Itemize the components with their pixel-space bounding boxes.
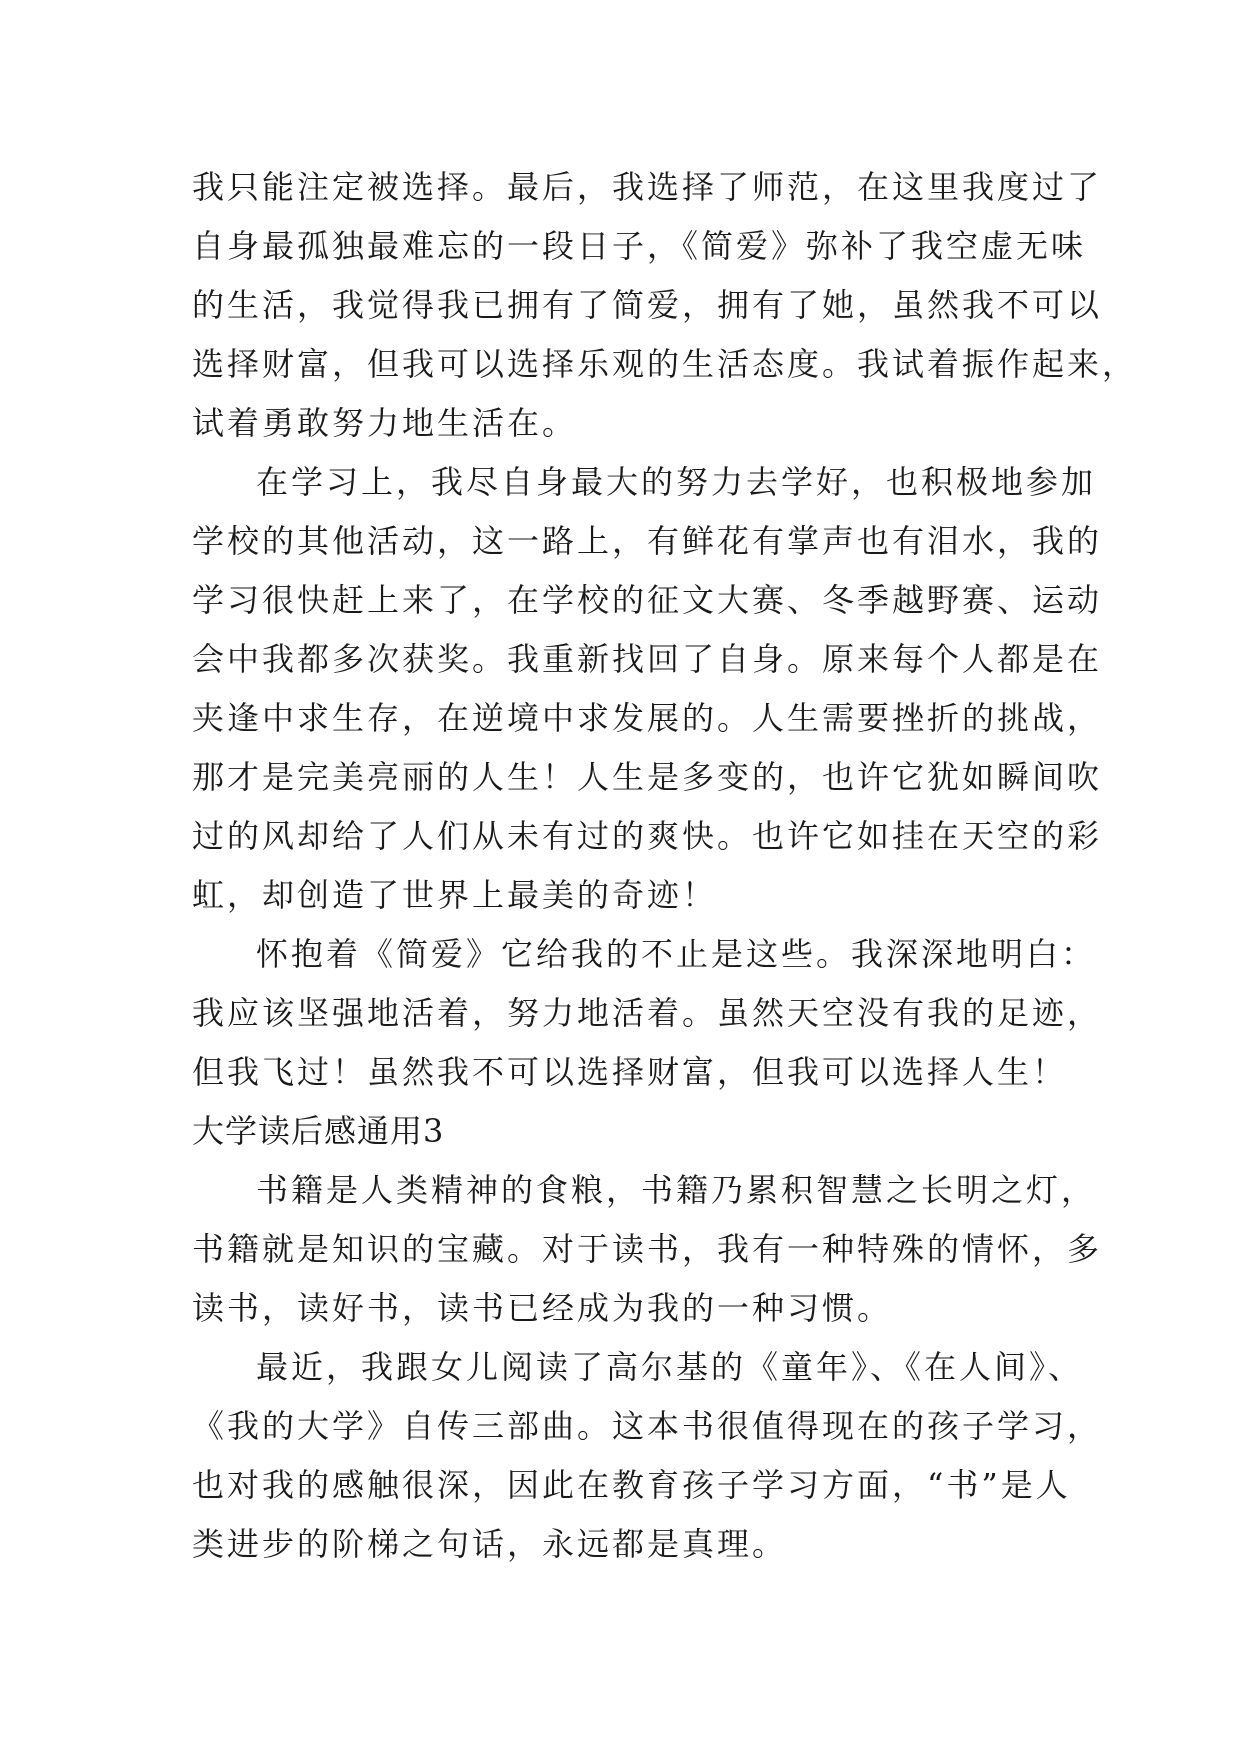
paragraph-start-line: 最近，我跟女儿阅读了高尔基的《童年》、《在人间》、 — [256, 1348, 1084, 1386]
text-line: 学校的其他活动，这一路上，有鲜花有掌声也有泪水，我的 — [192, 522, 1103, 560]
text-line: 类进步的阶梯之句话，永远都是真理。 — [192, 1525, 788, 1563]
text-line: 自身最孤独最难忘的一段日子，《简爱》弥补了我空虚无味 — [192, 227, 1087, 265]
text-line: 的生活，我觉得我已拥有了简爱，拥有了她，虽然我不可以 — [192, 286, 1103, 324]
text-line: 试着勇敢努力地生活在。 — [192, 404, 578, 442]
paragraph-start-line: 书籍是人类精神的食粮，书籍乃累积智慧之长明之灯， — [256, 1171, 1097, 1209]
section-heading: 大学读后感通用3 — [192, 1112, 445, 1150]
document-body — [192, 158, 1138, 1574]
text-line: 书籍就是知识的宝藏。对于读书，我有一种特殊的情怀，多 — [192, 1230, 1103, 1268]
text-line: 但我飞过！虽然我不可以选择财富，但我可以选择人生！ — [192, 1053, 1068, 1091]
text-line: 我应该坚强地活着，努力地活着。虽然天空没有我的足迹， — [192, 994, 1103, 1032]
text-line: 也对我的感触很深，因此在教育孩子学习方面，“书”是人 — [192, 1466, 1071, 1504]
text-line: 我只能注定被选择。最后，我选择了师范，在这里我度过了 — [192, 168, 1103, 206]
text-line: 《我的大学》自传三部曲。这本书很值得现在的孩子学习， — [192, 1407, 1103, 1445]
text-line: 会中我都多次获奖。我重新找回了自身。原来每个人都是在 — [192, 640, 1103, 678]
text-line: 虹，却创造了世界上最美的奇迹！ — [192, 876, 718, 914]
text-line: 夹逢中求生存，在逆境中求发展的。人生需要挫折的挑战， — [192, 699, 1103, 737]
text-line: 过的风却给了人们从未有过的爽快。也许它如挂在天空的彩 — [192, 817, 1103, 855]
text-line: 学习很快赶上来了，在学校的征文大赛、冬季越野赛、运动 — [192, 581, 1103, 619]
paragraph-start-line: 在学习上，我尽自身最大的努力去学好，也积极地参加 — [256, 463, 1097, 501]
text-line: 选择财富，但我可以选择乐观的生活态度。我试着振作起来， — [192, 345, 1138, 383]
text-line: 读书，读好书，读书已经成为我的一种习惯。 — [192, 1289, 893, 1327]
paragraph-start-line: 怀抱着《简爱》它给我的不止是这些。我深深地明白： — [256, 935, 1097, 973]
text-line: 那才是完美亮丽的人生！人生是多变的，也许它犹如瞬间吹 — [192, 758, 1103, 796]
